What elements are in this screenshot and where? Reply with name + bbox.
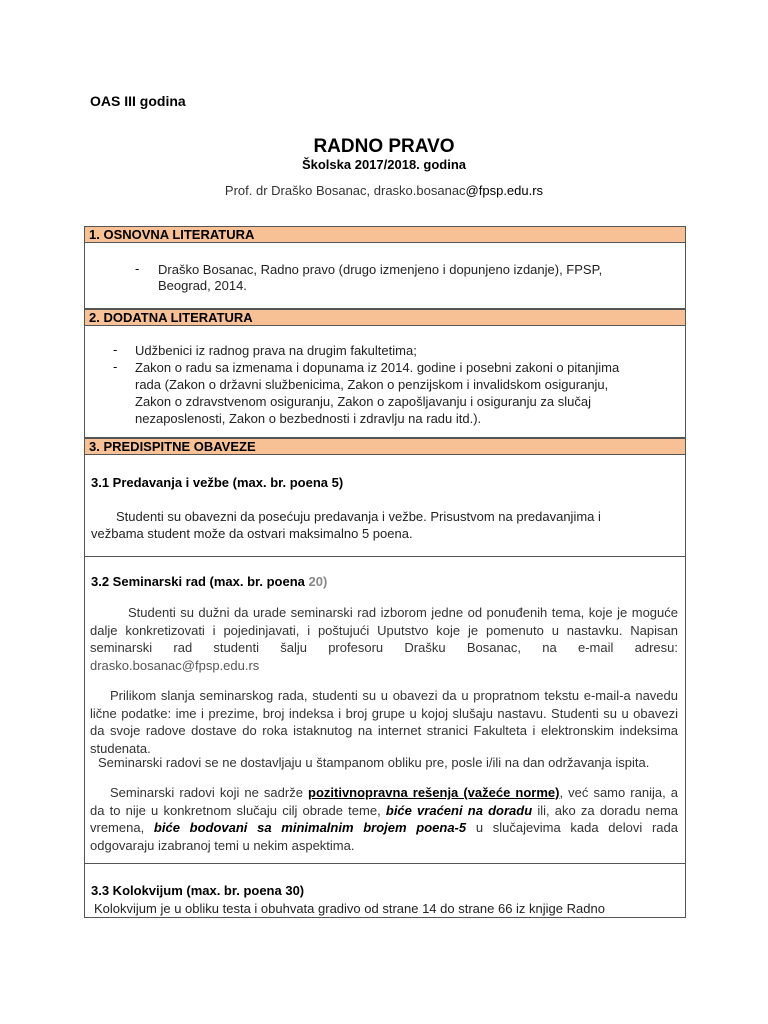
professor-line <box>0 183 768 198</box>
seminar-p4-emphasis-min-points: biće bodovani sa minimalnim brojem poena-5 <box>153 820 467 835</box>
bullet-dash: - <box>135 261 140 276</box>
subsection-3-2-title <box>91 574 327 589</box>
additional-literature-item-1: Udžbenici iz radnog prava na drugim fakultetima; <box>135 343 417 358</box>
seminar-p4-part-g: u slučajevima kada delovi rada odgovaraju izabranoj temi u nekim aspektima. <box>90 820 678 853</box>
subsection-3-3-line-1: Kolokvijum je u obliku testa i obuhvata gradivo od strane 14 do strane 66 iz knjige Radno <box>94 901 605 916</box>
professor-name: Prof. dr Draško Bosanac, drasko.bosanac <box>224 183 466 198</box>
seminar-p4-emphasis-norms: pozitivnopravna rešenja (važeće norme) <box>308 785 560 800</box>
additional-literature-item-2-line-1: Zakon o radu sa izmenama i dopunama iz 2014. godine i posebni zakoni o pitanjima <box>135 360 620 375</box>
literature-item-1-line-1: Draško Bosanac, Radno pravo (drugo izmenjeno i dopunjeno izdanje), FPSP, <box>158 262 603 277</box>
page-title: RADNO PRAVO <box>313 136 455 157</box>
seminar-email: drasko.bosanac@fpsp.edu.rs <box>90 657 260 673</box>
section-2-heading: 2. DODATNA LITERATURA <box>84 309 686 326</box>
bullet-dash: - <box>113 342 118 357</box>
additional-literature-item-2-line-2: rada (Zakon o državni službenicima, Zakon o penzijskom i invalidskom osiguranju, <box>135 377 609 392</box>
seminar-paragraph-1-text: Studenti su dužni da urade seminarski rad izborom jedne od ponuđenih tema, koje je moguće dalje konkretizovati i pojedinjavati, i poštujući Uputstvo koje je pomenuto u nastavku. Napisan seminarski rad studenti šalju profesoru Drašku Bosanac, na e-mail adresu: <box>90 605 678 655</box>
academic-year: Školska 2017/2018. godina <box>301 157 467 172</box>
subsection-3-1-line-2: vežbama student može da ostvari maksimalno 5 poena. <box>91 526 413 541</box>
section-1-heading: 1. OSNOVNA LITERATURA <box>84 226 686 243</box>
bullet-dash: - <box>113 359 118 374</box>
professor-email-domain: @fpsp.edu.rs <box>465 183 544 198</box>
section-3-heading: 3. PREDISPITNE OBAVEZE <box>84 438 686 455</box>
program-label: OAS III godina <box>90 93 186 109</box>
seminar-p4-part-a: Seminarski radovi koji ne sadrže <box>110 785 309 800</box>
seminar-paragraph-1 <box>90 604 678 674</box>
additional-literature-item-2-line-4: nezaposlenosti, Zakon o bezbednosti i zdravlju na radu itd.). <box>135 411 482 426</box>
subsection-3-2-title-text: 3.2 Seminarski rad (max. br. poena <box>91 574 309 589</box>
seminar-paragraph-4 <box>90 784 678 854</box>
seminar-paragraph-2: Prilikom slanja seminarskog rada, studenti su u obavezi da u propratnom tekstu e-mail-a navedu lične podatke: ime i prezime, broj indeksa i broj grupe u kojoj slušaju nastavu. Studenti su u obavezi da svoje radove dostave do roka istaknutog na internet stranici Fakulteta i elektronskim indeksima studenata. <box>90 688 678 756</box>
seminar-p4-part-e: ili, ako za doradu nema vremena, <box>90 802 678 835</box>
seminar-paragraph-3: Seminarski radovi se ne dostavljaju u štampanom obliku pre, posle i/ili na dan održavanja ispita. <box>98 755 650 770</box>
subsection-3-3-title: 3.3 Kolokvijum (max. br. poena 30) <box>91 883 305 898</box>
seminar-p4-part-c: , već samo ranija, a da to nije u konkretnom slučaju cilj obrade teme, <box>90 785 678 818</box>
literature-item-1-line-2: Beograd, 2014. <box>158 278 247 293</box>
seminar-p4-emphasis-returned: biće vraćeni na doradu <box>385 802 533 818</box>
subsection-3-1-title: 3.1 Predavanja i vežbe (max. br. poena 5) <box>91 475 344 490</box>
additional-literature-item-2-line-3: Zakon o zdravstvenom osiguranju, Zakon o zapošljavanju i osiguranju za slučaj <box>135 394 591 409</box>
subsection-3-2-points: 20) <box>308 574 328 589</box>
subsection-3-1-line-1: Studenti su obavezni da posećuju predavanja i vežbe. Prisustvom na predavanjima i <box>116 509 601 524</box>
